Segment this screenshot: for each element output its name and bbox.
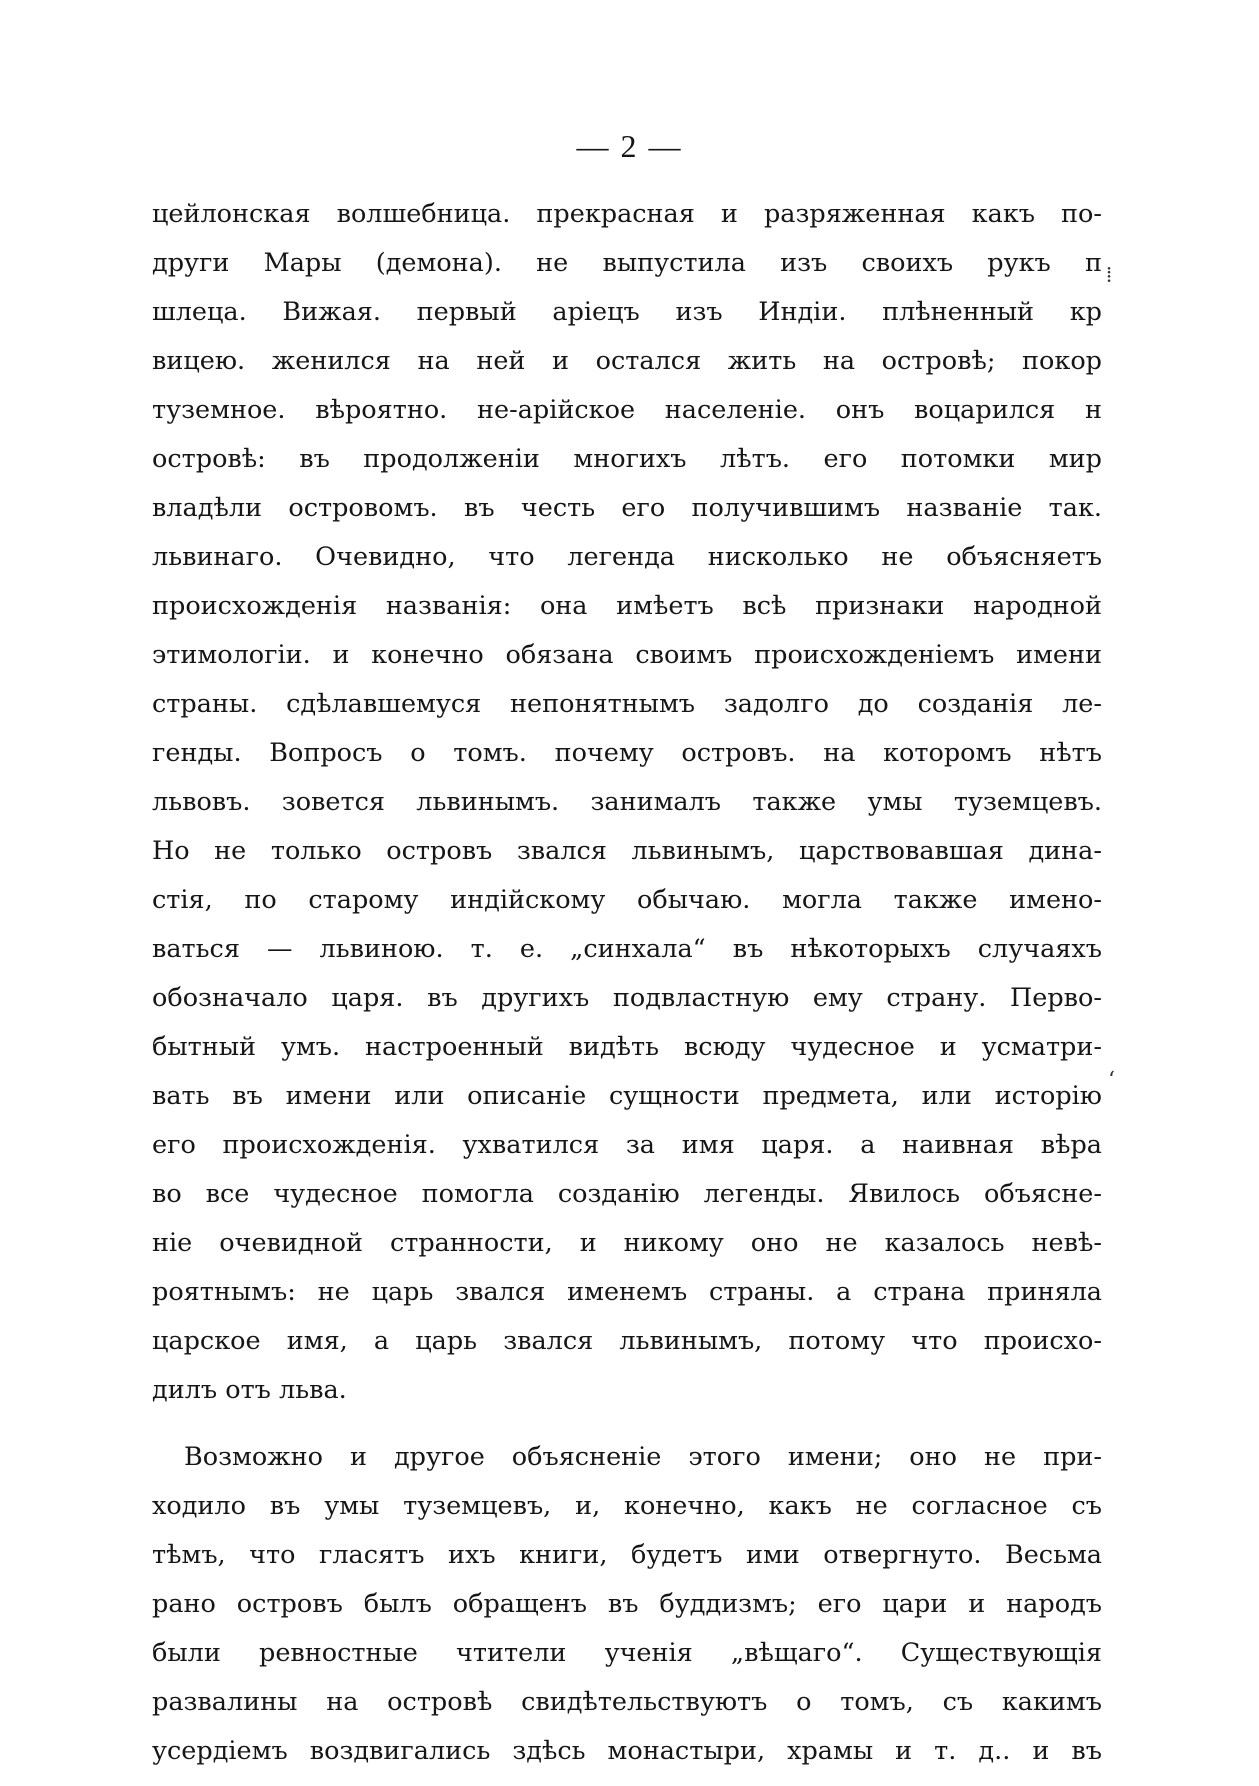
text-line: дилъ отъ льва. xyxy=(152,1375,347,1405)
text-line: львовъ. зовется львинымъ. занималъ также умы туземцевъ. xyxy=(152,787,1102,817)
text-line: Но не только островъ звался львинымъ, царствовавшая дина- xyxy=(152,836,1102,866)
text-line: страны. сдѣлавшемуся непонятнымъ задолго до созданія ле- xyxy=(152,689,1102,719)
text-line: шлеца. Вижая. первый аріецъ изъ Индіи. плѣненный кр xyxy=(152,297,1102,327)
text-line: этимологіи. и конечно обязана своимъ происхожденіемъ имени xyxy=(152,640,1102,670)
text-line: вать въ имени или описаніе сущности предмета, или исторію xyxy=(152,1081,1102,1111)
text-line: царское имя, а царь звался львинымъ, потому что происхо- xyxy=(152,1326,1102,1356)
text-line: тѣмъ, что гласятъ ихъ книги, будетъ ими отвергнуто. Весьма xyxy=(152,1540,1102,1570)
text-line: стія, по старому индійскому обычаю. могла также имено- xyxy=(152,885,1102,915)
margin-speck: ⁞ xyxy=(1106,263,1113,288)
text-line: его происхожденія. ухватился за имя царя. а наивная вѣра xyxy=(152,1130,1102,1160)
text-line: происхожденія названія: она имѣетъ всѣ признаки народной xyxy=(152,591,1102,621)
text-line: островѣ: въ продолженіи многихъ лѣтъ. его потомки мир xyxy=(152,444,1102,474)
margin-speck: ʻ xyxy=(1108,1068,1115,1093)
text-line: ходило въ умы туземцевъ, и, конечно, какъ не согласное съ xyxy=(152,1491,1102,1521)
text-line: львинаго. Очевидно, что легенда нисколько не объясняетъ xyxy=(152,542,1102,572)
text-line: бытный умъ. настроенный видѣть всюду чудесное и усматри- xyxy=(152,1032,1102,1062)
paragraph-1 xyxy=(152,190,1102,1415)
text-line: други Мары (демона). не выпустила изъ своихъ рукъ п xyxy=(152,248,1102,278)
text-line: ваться — львиною. т. е. „синхала“ въ нѣкоторыхъ случаяхъ xyxy=(152,934,1102,964)
text-line: роятнымъ: не царь звался именемъ страны. а страна приняла xyxy=(152,1277,1102,1307)
paragraph-gap xyxy=(152,1415,1102,1433)
text-line: рано островъ былъ обращенъ въ буддизмъ; его цари и народъ xyxy=(152,1589,1102,1619)
text-line: во все чудесное помогла созданію легенды. Явилось объясне- xyxy=(152,1179,1102,1209)
text-line: владѣли островомъ. въ честь его получившимъ названіе так. xyxy=(152,493,1102,523)
text-line: развалины на островѣ свидѣтельствуютъ о томъ, съ какимъ xyxy=(152,1687,1102,1717)
text-line: вицею. женился на ней и остался жить на островѣ; покор xyxy=(152,346,1102,376)
text-line: туземное. вѣроятно. не-арійское населеніе. онъ воцарился н xyxy=(152,395,1102,425)
paragraph-2 xyxy=(152,1433,1102,1776)
body-text xyxy=(152,190,1102,1776)
text-line: генды. Вопросъ о томъ. почему островъ. на которомъ нѣтъ xyxy=(152,738,1102,768)
text-line: Возможно и другое объясненіе этого имени; оно не при- xyxy=(184,1442,1102,1472)
text-line: усердіемъ воздвигались здѣсь монастыри, храмы и т. д.. и въ xyxy=(152,1736,1102,1766)
text-line: цейлонская волшебница. прекрасная и разряженная какъ по- xyxy=(152,199,1102,229)
page-number: — 2 — xyxy=(576,128,683,164)
text-line: ніе очевидной странности, и никому оно не казалось невѣ- xyxy=(152,1228,1102,1258)
text-line: были ревностные чтители ученія „вѣщаго“. Существующія xyxy=(152,1638,1102,1668)
text-line: обозначало царя. въ другихъ подвластную ему страну. Перво- xyxy=(152,983,1102,1013)
